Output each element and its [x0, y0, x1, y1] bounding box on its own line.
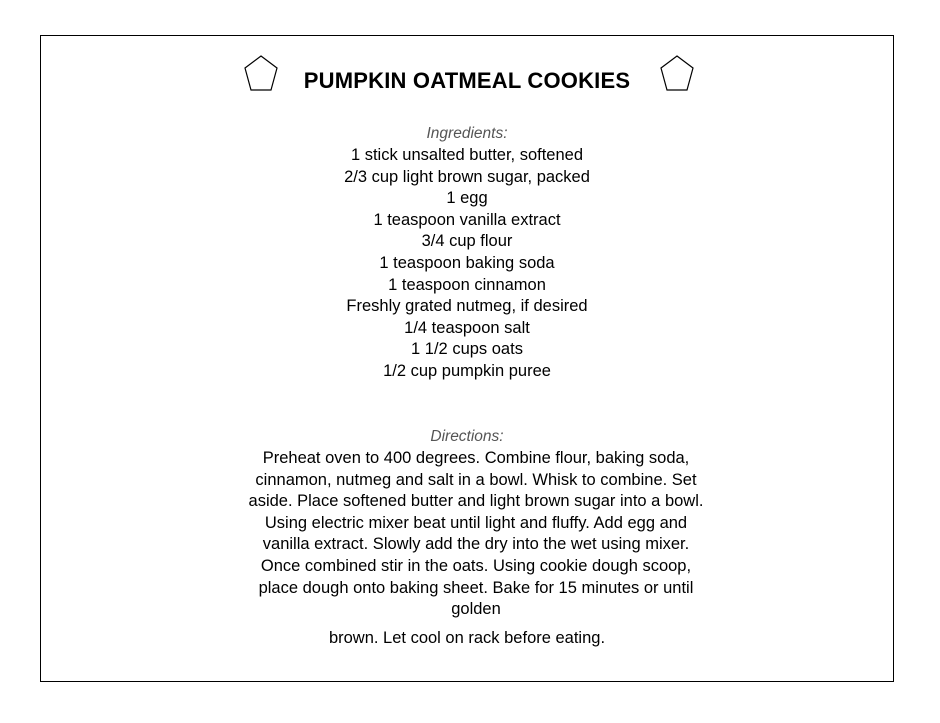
ingredient-item: Freshly grated nutmeg, if desired	[346, 297, 588, 316]
ingredient-item: 1 1/2 cups oats	[411, 340, 523, 359]
ingredient-item: 2/3 cup light brown sugar, packed	[344, 167, 590, 186]
directions-label: Directions:	[430, 428, 504, 445]
directions-final-line: brown. Let cool on rack before eating.	[328, 629, 606, 647]
ingredient-item: 1 teaspoon baking soda	[379, 253, 555, 272]
ingredient-item: 1 teaspoon vanilla extract	[373, 210, 561, 229]
ingredient-item: 1 egg	[446, 189, 488, 208]
ingredient-item: 1/4 teaspoon salt	[404, 318, 530, 337]
recipe-card	[40, 35, 894, 682]
ingredient-item: 3/4 cup flour	[421, 232, 513, 251]
pentagon-icon	[659, 54, 695, 92]
directions-text: Preheat oven to 400 degrees. Combine flour, baking soda, cinnamon, nutmeg and salt in a bowl. Whisk to combine. Set aside. Place softened butter and light brown sugar into a bowl. Using electric mixer beat until light and fluffy. Add egg and vanilla extract. Slowly add the dry into the wet using mixer. Once combined stir in the oats. Using cookie dough scoop, place dough onto baking sheet. Bake for 15 minutes or until golden	[248, 449, 704, 619]
ingredient-item: 1/2 cup pumpkin puree	[383, 361, 551, 380]
recipe-title: PUMPKIN OATMEAL COOKIES	[303, 68, 631, 93]
ingredient-item: 1 teaspoon cinnamon	[388, 275, 546, 294]
ingredient-item: 1 stick unsalted butter, softened	[350, 146, 584, 164]
ingredients-list	[41, 145, 893, 383]
ingredients-label: Ingredients:	[426, 125, 508, 142]
